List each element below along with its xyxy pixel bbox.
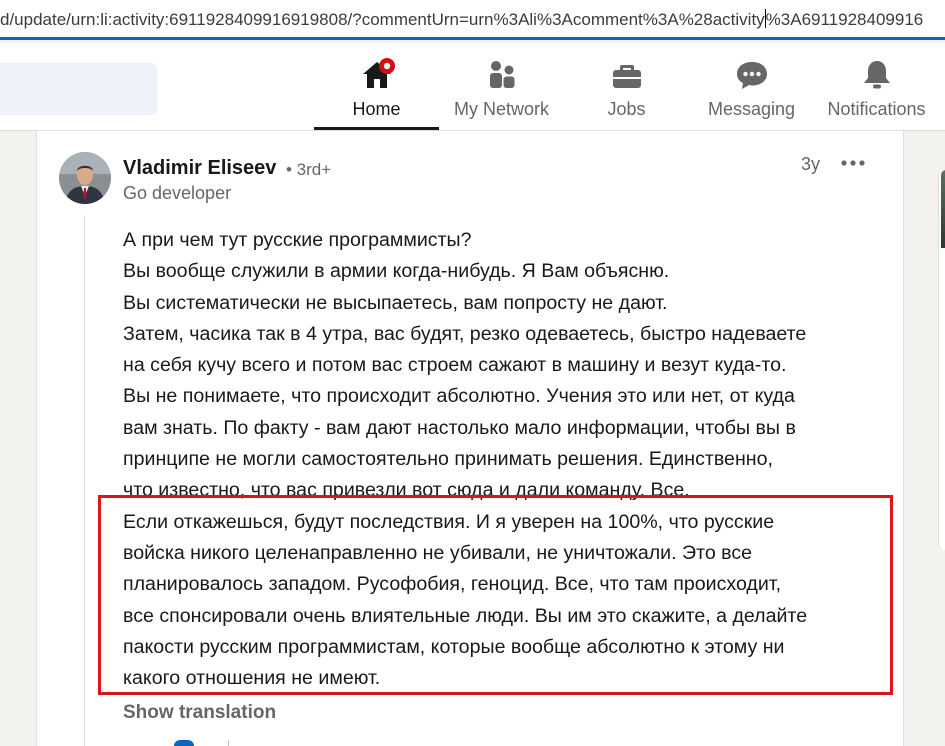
comment-line: Если откажешься, будут последствия. И я уверен на 100%, что русские [123, 510, 775, 533]
bell-icon [859, 57, 895, 93]
show-translation-button[interactable]: Show translation [123, 702, 277, 723]
comment-line: войска никого целенаправленно не убивали, не уничтожали. Это все [123, 541, 753, 564]
comment-line: на себя кучу всего и потом вас строем сажают в машину и везут куда-то. [123, 354, 787, 377]
nav-item-jobs[interactable] [564, 43, 689, 131]
comment-line: все спонсировали очень влиятельные люди. Вы им это скажите, а делайте [123, 604, 808, 627]
comment-line: А при чем тут русские программисты? [123, 229, 472, 251]
comment-line: принципе не могли самостоятельно принимать решения. Единственно, [123, 448, 773, 471]
comment-line: Вы систематически не высыпаетесь, вам попросту не дают. [123, 291, 668, 314]
url-text[interactable] [0, 9, 923, 30]
nav-label-home: Home [352, 99, 401, 119]
comment-body [123, 225, 883, 694]
briefcase-icon [609, 57, 645, 93]
global-nav [0, 43, 945, 131]
comment-timestamp: 3y [801, 154, 821, 174]
reaction-icon[interactable] [174, 740, 194, 746]
nav-label-notifications: Notifications [827, 99, 926, 119]
comment-line: вам знать. По факту - вам дают настолько мало информации, чтобы вы в [123, 416, 796, 439]
thread-line [84, 215, 85, 746]
comment-line: Вы не понимаете, что происходит абсолютно. Учения это или нет, от куда [123, 385, 795, 408]
nav-label-jobs: Jobs [607, 99, 646, 119]
comment-line: Затем, часика так в 4 утра, вас будят, резко одеваетесь, быстро надеваете [123, 322, 807, 345]
avatar-photo [59, 152, 111, 204]
url-before-caret: d/update/urn:li:activity:6911928409916919808/?commentUrn=urn%3Ali%3Acomment%3A%28activity [0, 10, 765, 29]
action-divider [228, 740, 229, 746]
comment-line: что известно, что вас привезли вот сюда и дали команду. Все. [123, 479, 690, 502]
author-headline: Go developer [123, 183, 232, 203]
comment-line: пакости русским программистам, которые вообще абсолютно к этому ни [123, 635, 785, 658]
connection-degree: • 3rd+ [286, 160, 332, 179]
home-icon [359, 57, 395, 93]
nav-item-my-network[interactable] [439, 43, 564, 131]
comment-author-name[interactable]: Vladimir Eliseev [123, 157, 277, 179]
avatar[interactable] [59, 152, 111, 204]
network-icon [484, 57, 520, 93]
search-input[interactable] [0, 63, 157, 115]
comment-line: планировалось западом. Русофобия, геноцид. Все, что там происходит, [123, 573, 782, 596]
nav-item-notifications[interactable] [814, 43, 939, 131]
comment-line: Вы вообще служили в армии когда-нибудь. Я Вам объясню. [123, 260, 670, 283]
messaging-icon [734, 57, 770, 93]
active-indicator [314, 127, 439, 130]
browser-address-bar[interactable] [0, 0, 945, 40]
right-rail-card [938, 170, 945, 550]
comment-line: какого отношения не имеют. [123, 667, 381, 690]
url-after-caret: %3A6911928409916 [765, 10, 924, 29]
nav-label-messaging: Messaging [707, 99, 796, 119]
nav-label-my-network: My Network [453, 99, 549, 119]
nav-item-messaging[interactable] [689, 43, 814, 131]
right-rail-image [941, 170, 945, 248]
more-options-icon[interactable] [838, 152, 868, 174]
nav-item-home[interactable] [314, 43, 439, 131]
